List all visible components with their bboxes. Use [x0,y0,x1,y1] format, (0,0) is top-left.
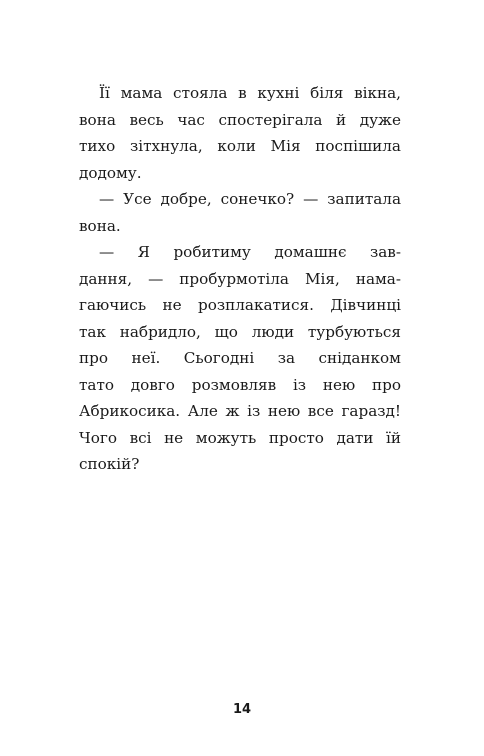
text-line: — Я робитиму домашнє зав- [99,243,401,261]
text-line: додому. [79,163,142,182]
text-line: дання, — пробурмотіла Мія, нама- [79,269,401,288]
text-line: спокій? [79,455,140,473]
text-line: вона. [79,216,121,235]
text-line: тихо зітхнула, коли Мія поспішила [79,137,401,155]
text-line: про неї. Сьогодні за сніданком [79,349,401,367]
text-line: — Усе добре, сонечко? — запитала [99,190,401,208]
page-number: 14 [232,702,252,717]
text-line: гаючись не розплакатися. Дівчинці [79,296,401,314]
text-block [79,80,401,478]
text-line: Чого всі не можуть просто дати їй [79,428,401,447]
text-line: тато довго розмовляв із нею про [79,375,401,394]
text-line: вона весь час спостерігала й дуже [79,110,401,129]
text-line: Її мама стояла в кухні біля вікна, [99,84,401,102]
text-line: так набридло, що люди турбуються [79,322,401,341]
text-line: Абрикосика. Але ж із нею все гаразд! [79,402,401,420]
